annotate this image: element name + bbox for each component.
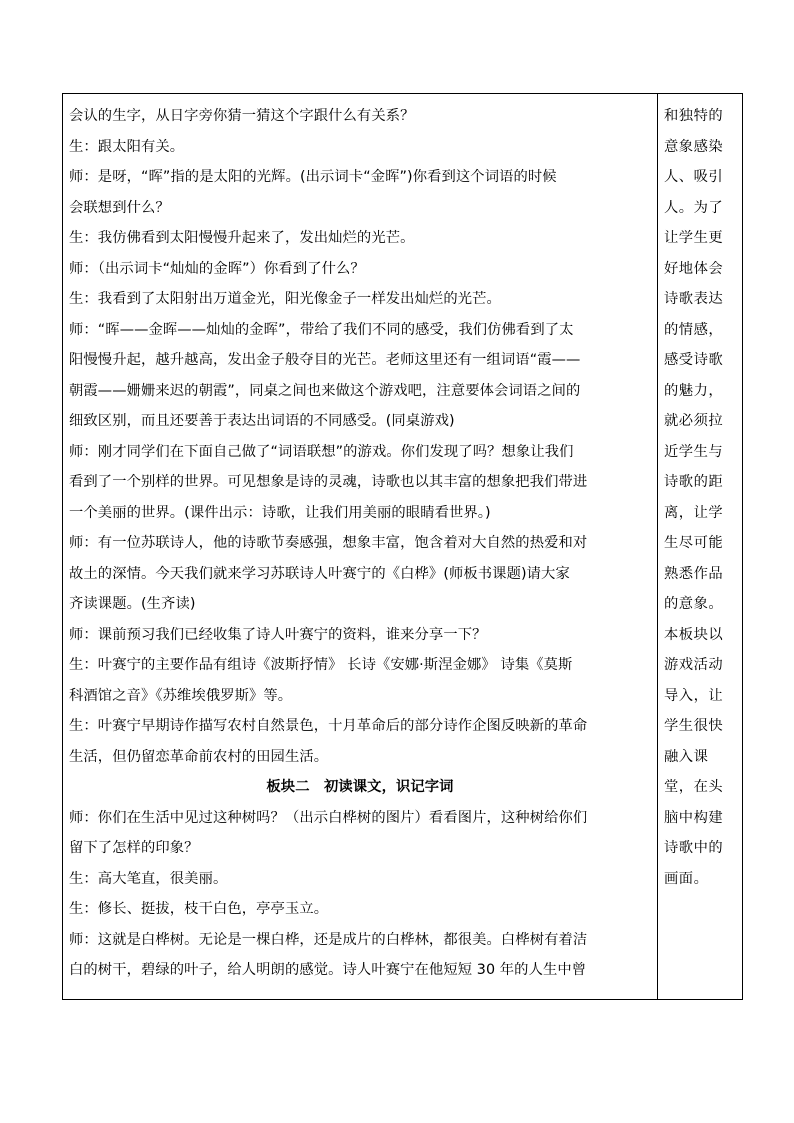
note-text-line: 堂，在头 <box>664 779 724 795</box>
lesson-content-column <box>63 94 658 999</box>
note-text-line: 学生很快 <box>664 718 724 734</box>
note-text-line: 好地体会 <box>664 260 724 277</box>
section-heading: 板块二 初读课文，识记字词 <box>266 779 454 795</box>
note-text-line: 人、吸引 <box>664 169 724 185</box>
lesson-text-line: 朝霞——姗姗来迟的朝霞”，同桌之间也来做这个游戏吧，注意要体会词语之间的 <box>69 382 581 399</box>
lesson-text-line: 生：高大笔直，很美丽。 <box>69 870 228 887</box>
lesson-text-line: 齐读课题。(生齐读) <box>69 596 196 612</box>
lesson-text-line: 生：叶赛宁早期诗作描写农村自然景色，十月革命后的部分诗作企图反映新的革命 <box>69 718 588 734</box>
lesson-text-line: 师：“晖——金晖——灿灿的金晖”，带给了我们不同的感受，我们仿佛看到了太 <box>69 321 574 338</box>
design-intent-column <box>658 94 742 999</box>
lesson-text-line: 会联想到什么？ <box>69 199 170 216</box>
lesson-plan-table <box>62 93 743 1000</box>
note-text-line: 离，让学 <box>664 504 724 521</box>
lesson-text-line: 留下了怎样的印象？ <box>69 840 199 856</box>
lesson-text-line: 师：有一位苏联诗人，他的诗歌节奏感强，想象丰富，饱含着对大自然的热爱和对 <box>69 535 588 551</box>
note-text-line: 脑中构建 <box>664 809 724 826</box>
note-text-line: 游戏活动 <box>664 657 724 673</box>
note-text-line: 诗歌表达 <box>664 291 724 307</box>
lesson-text-line: 师：刚才同学们在下面自己做了“词语联想”的游戏。你们发现了吗？想象让我们 <box>69 443 574 460</box>
lesson-text-line: 生：跟太阳有关。 <box>69 138 185 155</box>
lesson-text-line: 生：叶赛宁的主要作品有组诗《波斯抒情》 长诗《安娜·斯涅金娜》 诗集《莫斯 <box>69 657 573 673</box>
lesson-text-line: 科酒馆之音》《苏维埃俄罗斯》等。 <box>69 687 293 704</box>
lesson-text-line: 师：这就是白桦树。无论是一棵白桦，还是成片的白桦林，都很美。白桦树有着洁 <box>69 931 588 948</box>
lesson-text-line: 生：我仿佛看到太阳慢慢升起来了，发出灿烂的光芒。 <box>69 230 415 246</box>
note-text-line: 感受诗歌 <box>664 352 724 368</box>
lesson-text-line: 一个美丽的世界。(课件出示：诗歌，让我们用美丽的眼睛看世界。) <box>69 504 491 521</box>
lesson-text-line: 看到了一个别样的世界。可见想象是诗的灵魂，诗歌也以其丰富的想象把我们带进 <box>69 474 588 490</box>
note-text-line: 就必须拉 <box>664 413 724 429</box>
note-text-line: 的情感， <box>664 321 724 338</box>
lesson-text-line: 阳慢慢升起，越升越高，发出金子般夺目的光芒。老师这里还有一组词语“霞—— <box>69 352 581 368</box>
note-text-line: 导入，让 <box>664 687 724 704</box>
lesson-text-line: 生活，但仍留恋革命前农村的田园生活。 <box>69 748 329 765</box>
note-text-line: 诗歌的距 <box>664 474 724 490</box>
note-text-line: 人。为了 <box>664 199 724 216</box>
lesson-text-line: 师：你们在生活中见过这种树吗？（出示白桦树的图片）看看图片，这种树给你们 <box>69 809 588 826</box>
lesson-text-line: 师：课前预习我们已经收集了诗人叶赛宁的资料，谁来分享一下？ <box>69 626 487 643</box>
note-text-line: 的魅力， <box>664 382 724 399</box>
lesson-text-line: 会认的生字，从日字旁你猜一猜这个字跟什么有关系？ <box>69 108 415 124</box>
lesson-text-line: 细致区别，而且还要善于表达出词语的不同感受。(同桌游戏) <box>69 413 455 429</box>
note-text-line: 让学生更 <box>664 230 724 246</box>
lesson-text-line: 生：我看到了太阳射出万道金光，阳光像金子一样发出灿烂的光芒。 <box>69 291 501 307</box>
note-text-line: 熟悉作品 <box>664 565 724 582</box>
note-text-line: 画面。 <box>664 870 709 887</box>
lesson-text-line: 师：（出示词卡“灿灿的金晖”）你看到了什么？ <box>69 260 365 277</box>
note-text-line: 近学生与 <box>664 443 724 460</box>
lesson-text-line: 师：是呀，“晖”指的是太阳的光辉。(出示词卡“金晖”)你看到这个词语的时候 <box>69 169 557 185</box>
lesson-text-line: 生：修长、挺拔，枝干白色，亭亭玉立。 <box>69 901 329 917</box>
note-text-line: 生尽可能 <box>664 535 724 551</box>
note-text-line: 意象感染 <box>664 138 724 155</box>
note-text-line: 的意象。 <box>664 596 724 612</box>
lesson-text-line: 故土的深情。今天我们就来学习苏联诗人叶赛宁的《白桦》(师板书课题)请大家 <box>69 565 570 582</box>
note-text-line: 本板块以 <box>664 626 724 643</box>
note-text-line: 诗歌中的 <box>664 840 724 856</box>
note-text-line: 融入课 <box>664 748 709 765</box>
lesson-text-line: 白的树干，碧绿的叶子，给人明朗的感觉。诗人叶赛宁在他短短 30 年的人生中曾 <box>69 962 587 978</box>
note-text-line: 和独特的 <box>664 108 724 124</box>
